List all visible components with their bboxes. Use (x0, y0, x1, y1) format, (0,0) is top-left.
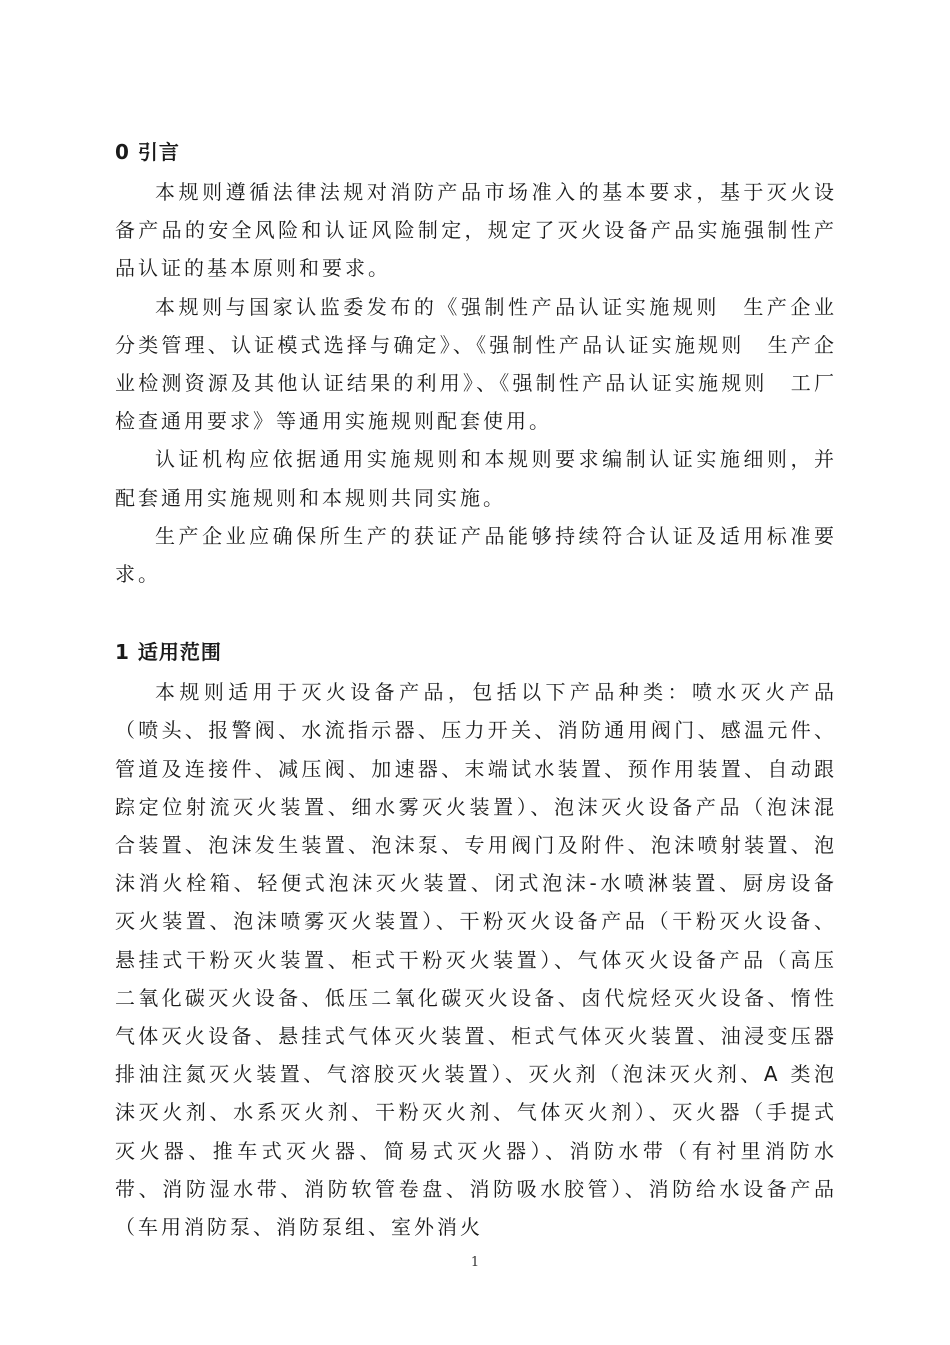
paragraph: 本规则遵循法律法规对消防产品市场准入的基本要求，基于灭火设备产品的安全风险和认证风险制定，规定了灭火设备产品实施强制性产品认证的基本原则和要求。 (115, 180, 837, 281)
paragraph: 本规则适用于灭火设备产品，包括以下产品种类：喷水灭火产品（喷头、报警阀、水流指示器、压力开关、消防通用阀门、感温元件、管道及连接件、减压阀、加速器、末端试水装置、预作用装置、自动跟踪定位射流灭火装置、细水雾灭火装置）、泡沫灭火设备产品（泡沫混合装置、泡沫发生装置、泡沫泵、专用阀门及附件、泡沫喷射装置、泡沫消火栓箱、轻便式泡沫灭火装置、闭式泡沫-水喷淋装置、厨房设备灭火装置、泡沫喷雾灭火装置）、干粉灭火设备产品（干粉灭火设备、悬挂式干粉灭火装置、柜式干粉灭火装置）、气体灭火设备产品（高压二氧化碳灭火设备、低压二氧化碳灭火设备、卤代烷烃灭火设备、惰性气体灭火设备、悬挂式气体灭火装置、柜式气体灭火装置、油浸变压器排油注氮灭火装置、气溶胶灭火装置）、灭火剂（泡沫灭火剂、A 类泡沫灭火剂、水系灭火剂、干粉灭火剂、气体灭火剂）、灭火器（手提式灭火器、推车式灭火器、简易式灭火器）、消防水带（有衬里消防水带、消防湿水带、消防软管卷盘、消防吸水胶管）、消防给水设备产品（车用消防泵、消防泵组、室外消火 (115, 680, 837, 1240)
paragraph: 生产企业应确保所生产的获证产品能够持续符合认证及适用标准要求。 (115, 523, 837, 587)
page-number: 1 (470, 1255, 480, 1270)
section-heading-scope: 1 适用范围 (115, 640, 222, 665)
paragraph: 认证机构应依据通用实施规则和本规则要求编制认证实施细则，并配套通用实施规则和本规则共同实施。 (115, 447, 837, 510)
page-content (115, 133, 837, 1246)
section-heading-introduction: 0 引言 (115, 140, 180, 164)
paragraph: 本规则与国家认监委发布的《强制性产品认证实施规则 生产企业分类管理、认证模式选择与确定》、《强制性产品认证实施规则 生产企业检测资源及其他认证结果的利用》、《强制性产品认证实施规则 工厂检查通用要求》等通用实施规则配套使用。 (115, 294, 837, 434)
section-spacer (115, 593, 837, 633)
